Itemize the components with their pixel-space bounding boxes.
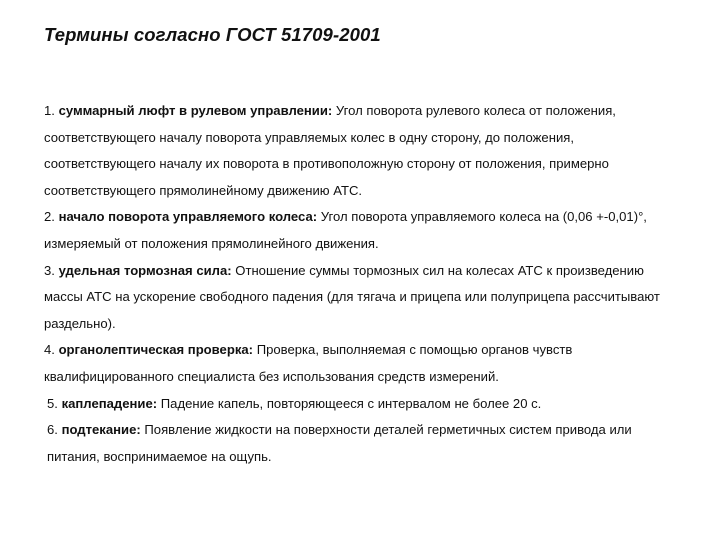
term-definition: Появление жидкости на поверхности деталей герметичных систем привода или питания, воспринимаемое на ощупь.: [47, 422, 632, 464]
term-name: каплепадение:: [61, 395, 158, 411]
term-definition: Угол поворота рулевого колеса от положения, соответствующего началу поворота управляемых колес в одну сторону, до положения, соответствующего началу их поворота в противоположную сторону от положения, примерно соответствующего прямолинейному движению АТС.: [44, 103, 616, 198]
term-item-6: [44, 417, 680, 470]
term-number: 1.: [44, 103, 55, 118]
term-number: 3.: [44, 262, 55, 278]
term-number: 5.: [47, 395, 58, 411]
term-item-4: [44, 337, 680, 390]
page-title: Термины согласно ГОСТ 51709-2001: [44, 24, 381, 45]
terms-list: [44, 98, 680, 470]
term-definition: Угол поворота управляемого колеса на (0,06 +-0,01)°, измеряемый от положения прямолинейного движения.: [44, 209, 647, 251]
term-definition: Отношение суммы тормозных сил на колесах АТС к произведению массы АТС на ускорение свободного падения (для тягача и прицепа или полуприцепа рассчитывают раздельно).: [44, 262, 660, 331]
term-definition: Падение капель, повторяющееся с интервалом не более 20 с.: [160, 395, 542, 411]
term-number: 4.: [44, 342, 55, 358]
term-number: 2.: [44, 209, 55, 225]
term-number: 6.: [47, 422, 58, 438]
term-name: удельная тормозная сила:: [58, 262, 232, 278]
term-name: органолептическая проверка:: [58, 342, 254, 358]
term-name: начало поворота управляемого колеса:: [58, 209, 318, 225]
term-name: суммарный люфт в рулевом управлении:: [58, 103, 333, 118]
term-item-1: [44, 98, 680, 204]
term-item-5: [44, 391, 680, 418]
term-name: подтекание:: [61, 422, 141, 438]
term-item-3: [44, 258, 680, 338]
term-item-2: [44, 204, 680, 257]
term-definition: Проверка, выполняемая с помощью органов чувств квалифицированного специалиста без использования средств измерений.: [44, 342, 573, 384]
